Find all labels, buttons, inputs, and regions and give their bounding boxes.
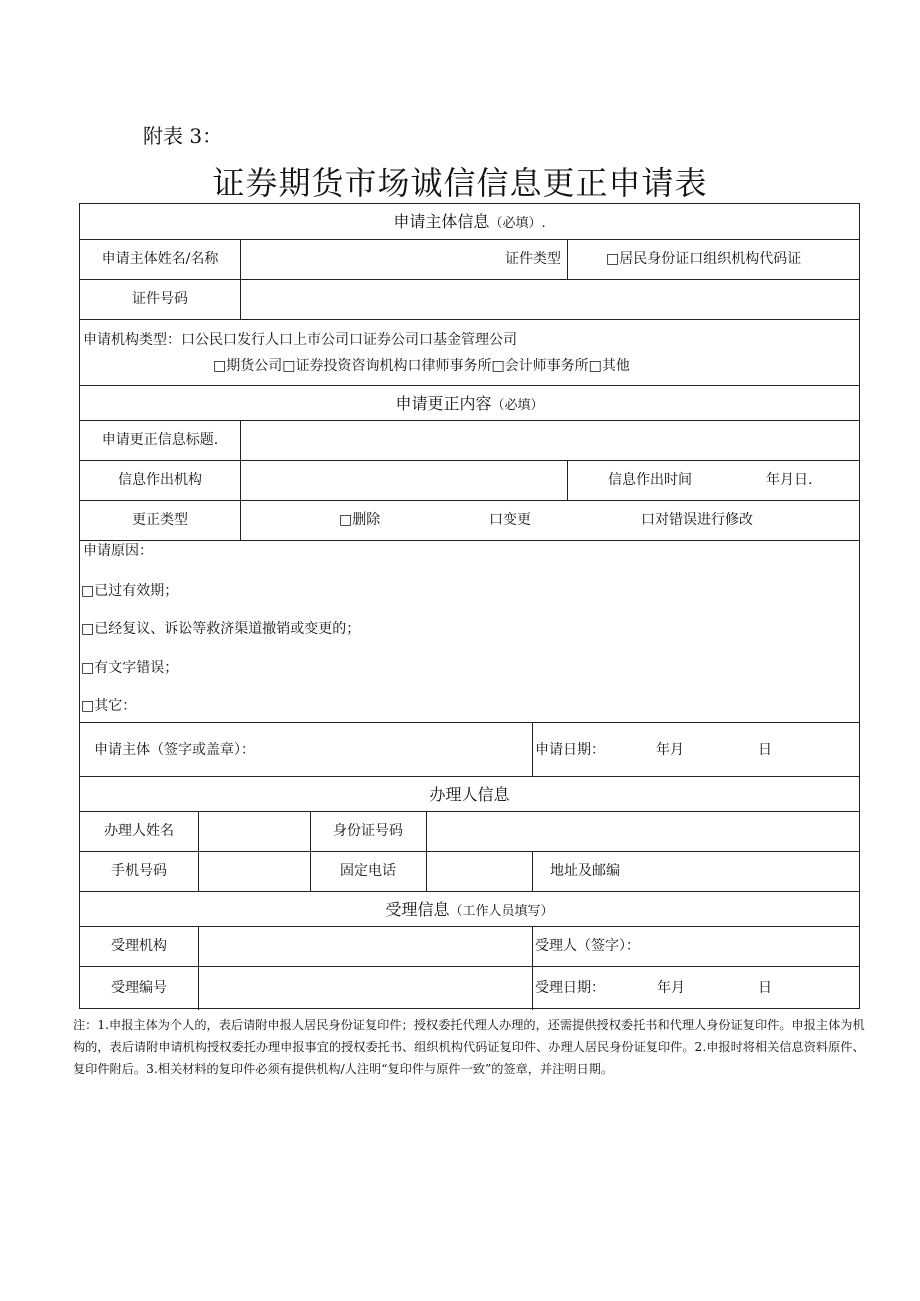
- section-title-correction: [80, 396, 859, 412]
- handler-phone-label: 手机号码: [111, 863, 167, 879]
- acceptance-date-d[interactable]: 日: [758, 980, 772, 996]
- reason-label: 申请原因：: [83, 543, 153, 559]
- info-maker-label: 信息作出机构: [118, 472, 202, 488]
- col-divider: [532, 851, 533, 891]
- handler-phone-field[interactable]: [199, 852, 309, 890]
- section-title-text: 受理信息: [385, 900, 450, 919]
- info-time-label: 信息作出时间: [608, 472, 692, 488]
- applicant-signature-label: 申请主体（签字或盖章）：: [94, 742, 255, 758]
- info-title-label: 申请更正信息标题.: [101, 432, 219, 448]
- reason-other[interactable]: □其它：: [81, 698, 137, 714]
- section-title-text: 申请主体信息: [393, 212, 490, 231]
- acceptance-date-label: 受理日期：: [535, 980, 605, 996]
- application-date-d[interactable]: 日: [758, 742, 772, 758]
- handler-address-label: 地址及邮编: [550, 863, 620, 879]
- id-number-field[interactable]: [241, 280, 858, 318]
- col-divider: [567, 239, 568, 279]
- reason-expired[interactable]: □已过有效期；: [81, 583, 179, 599]
- row-divider: [80, 385, 859, 386]
- correction-type-fix[interactable]: 口对错误进行修改: [641, 512, 753, 528]
- col-divider: [567, 460, 568, 500]
- staff-note: （工作人员填写）: [449, 904, 554, 919]
- correction-type-label: 更正类型: [132, 512, 188, 528]
- col-divider: [532, 926, 533, 1010]
- attachment-label: 附表 3：: [143, 124, 223, 148]
- handler-id-field[interactable]: [427, 812, 858, 850]
- reason-revoked[interactable]: □已经复议、诉讼等救济渠道撤销或变更的；: [81, 621, 361, 637]
- col-divider: [532, 722, 533, 776]
- application-date-ym[interactable]: 年月: [656, 742, 684, 758]
- info-title-field[interactable]: [241, 421, 858, 459]
- correction-type-change[interactable]: 口变更: [489, 512, 531, 528]
- handler-name-label: 办理人姓名: [104, 823, 174, 839]
- id-type-options[interactable]: □居民身份证口组织机构代码证: [606, 251, 802, 267]
- handler-name-field[interactable]: [199, 812, 309, 850]
- application-date-label: 申请日期：: [535, 742, 605, 758]
- form-title: 证券期货市场诚信信息更正申请表: [212, 164, 708, 202]
- required-note: （必填）.: [489, 216, 546, 231]
- org-type-line-2[interactable]: □期货公司□证券投资咨询机构口律师事务所□会计师事务所□其他: [213, 358, 630, 374]
- handler-tel-label: 固定电话: [340, 863, 396, 879]
- accepting-org-field[interactable]: [199, 927, 531, 965]
- row-divider: [80, 500, 859, 501]
- row-divider: [80, 540, 859, 541]
- section-title-handler: 办理人信息: [429, 785, 510, 804]
- id-type-label: 证件类型: [505, 251, 561, 267]
- section-title-text: 申请更正内容: [395, 394, 492, 413]
- id-number-label: 证件号码: [132, 291, 188, 307]
- info-maker-field[interactable]: [241, 461, 566, 499]
- section-title-acceptance: [80, 902, 859, 918]
- applicant-name-label: 申请主体姓名/名称: [101, 251, 219, 267]
- application-form-table: [79, 203, 860, 1009]
- handler-tel-field[interactable]: [427, 852, 531, 890]
- required-note: （必填）: [491, 398, 544, 413]
- acceptance-number-field[interactable]: [199, 967, 531, 1008]
- col-divider: [310, 811, 311, 891]
- row-divider: [80, 891, 859, 892]
- reason-text-error[interactable]: □有文字错误；: [81, 660, 179, 676]
- section-title-applicant: [80, 214, 859, 230]
- applicant-name-field[interactable]: [241, 240, 491, 278]
- accepting-org-label: 受理机构: [111, 938, 167, 954]
- acceptance-date-ym[interactable]: 年月: [657, 980, 685, 996]
- correction-type-delete[interactable]: □删除: [339, 512, 381, 528]
- info-time-value[interactable]: 年月日.: [766, 472, 813, 488]
- handler-id-label: 身份证号码: [333, 823, 403, 839]
- row-divider: [80, 776, 859, 777]
- acceptance-number-label: 受理编号: [111, 980, 167, 996]
- org-type-line-1[interactable]: 申请机构类型：口公民口发行人口上市公司口证券公司口基金管理公司: [83, 332, 517, 348]
- footer-note: 注：1.申报主体为个人的，表后请附申报人居民身份证复印件；授权委托代理人办理的，还需提供授权委托书和代理人身份证复印件。申报主体为机构的，表后请附申请机构授权委托办理申报事宜的授权委托书、组织机构代码证复印件、办理人居民身份证复印件。2.申报时将相关信息资料原件、复印件附后。3.相关材料的复印件必须有提供机构/人注明“复印件与原件一致”的签章，并注明日期。: [73, 1018, 865, 1076]
- accepting-person-label: 受理人（签字）：: [535, 938, 640, 954]
- row-divider: [80, 319, 859, 320]
- row-divider: [80, 722, 859, 723]
